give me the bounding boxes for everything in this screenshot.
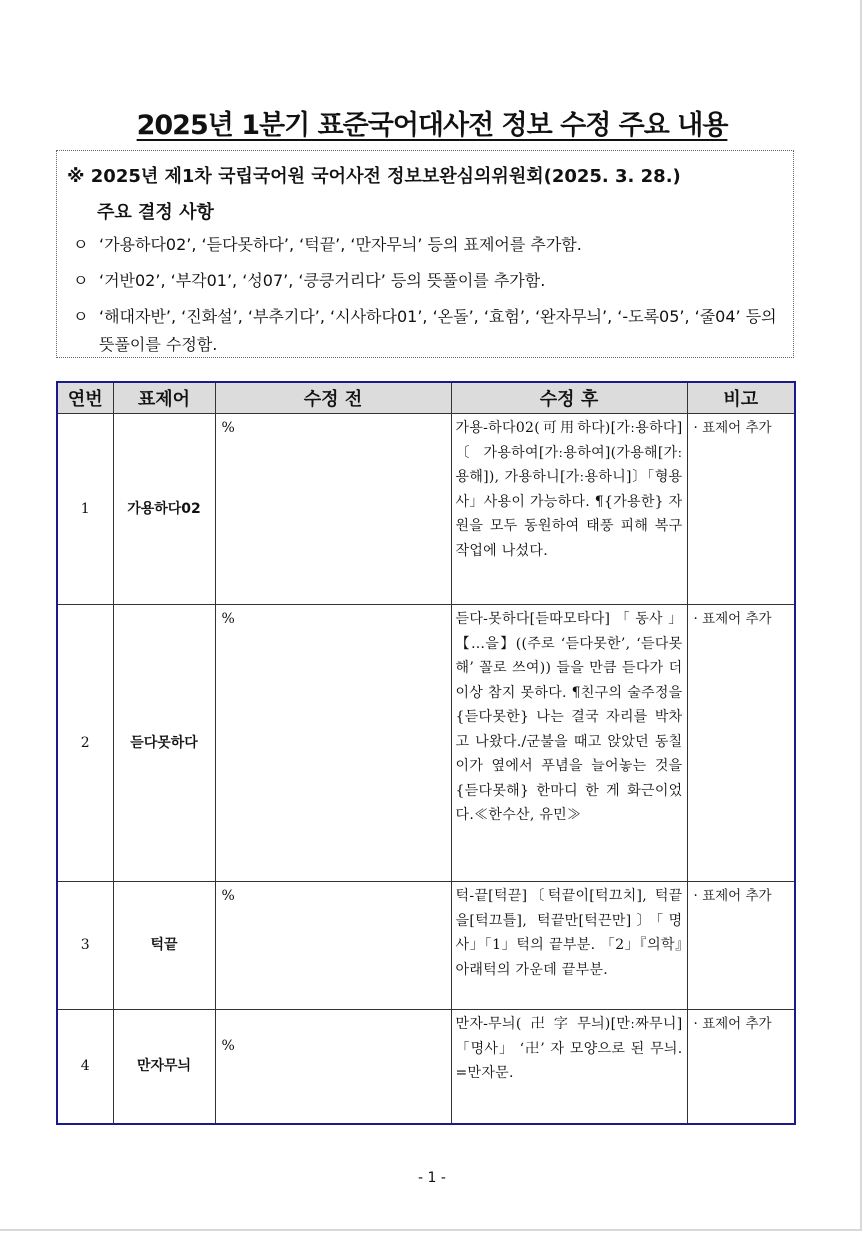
- summary-item: [69, 267, 784, 295]
- row-headword: 가용하다02: [113, 414, 215, 605]
- document-title-text: 2025년 1분기 표준국어대사전 정보 수정 주요 내용: [136, 110, 728, 141]
- row-after: 가용-하다02(可用하다)[가ː용하다]〔가용하여[가ː용하여](가용해[가ː용해]), 가용하니[가ː용하니]〕「형용사」사용이 가능하다. ¶{가용한} 자원을 모두 동원하여 태풍 피해 복구 작업에 나섰다.: [451, 414, 687, 605]
- row-note: · 표제어 추가: [687, 1010, 795, 1124]
- summary-heading-line1: ※ 2025년 제1차 국립국어원 국어사전 정보보완심의위원회(2025. 3. 28.): [67, 166, 681, 187]
- header-number: 연번: [57, 382, 113, 414]
- row-number: 1: [57, 414, 113, 605]
- summary-item-text: ‘해대자반’, ‘진화설’, ‘부추기다’, ‘시사하다01’, ‘온돌’, ‘효험’, ‘완자무늬’, ‘-도록05’, ‘줄04’ 등의 뜻풀이를 수정함.: [99, 307, 777, 354]
- row-before: %: [215, 605, 451, 882]
- bullet-circle-icon: ㅇ: [73, 307, 89, 326]
- row-note: · 표제어 추가: [687, 605, 795, 882]
- row-number: 4: [57, 1010, 113, 1124]
- header-note: 비고: [687, 382, 795, 414]
- row-before: %: [215, 882, 451, 1010]
- bullet-circle-icon: ㅇ: [73, 235, 89, 254]
- row-note: · 표제어 추가: [687, 414, 795, 605]
- row-after: 만자-무늬(卍字무늬)[만ː짜무니]「명사」 ‘卍’ 자 모양으로 된 무늬. =만자문.: [451, 1010, 687, 1124]
- table-row: [57, 605, 795, 882]
- row-number: 3: [57, 882, 113, 1010]
- table-row: [57, 882, 795, 1010]
- row-after: 턱-끝[턱끋]〔턱끝이[턱끄치], 턱끝을[턱끄틀], 턱끝만[턱끈만]〕「명사」「1」턱의 끝부분. 「2」『의학』아래턱의 가운데 끝부분.: [451, 882, 687, 1010]
- row-headword: 턱끝: [113, 882, 215, 1010]
- table-header-row: [57, 382, 795, 414]
- table-row: [57, 1010, 795, 1124]
- row-number: 2: [57, 605, 113, 882]
- row-note: · 표제어 추가: [687, 882, 795, 1010]
- page-number: - 1 -: [418, 1170, 446, 1186]
- summary-item-text: ‘거반02’, ‘부각01’, ‘성07’, ‘킁킁거리다’ 등의 뜻풀이를 추가함.: [99, 271, 546, 290]
- summary-box: [56, 150, 794, 358]
- header-headword: 표제어: [113, 382, 215, 414]
- row-before: %: [215, 414, 451, 605]
- revision-table: [56, 381, 796, 1125]
- row-headword: 만자무늬: [113, 1010, 215, 1124]
- header-before: 수정 전: [215, 382, 451, 414]
- summary-item: [69, 231, 784, 259]
- row-after: 듣다-못하다[듣따모타다]「동사」【…을】((주로 ‘듣다못한’, ‘듣다못해’ 꼴로 쓰여)) 들을 만큼 듣다가 더 이상 참지 못하다. ¶친구의 술주정을 {듣다못한} 나는 결국 자리를 박차고 나왔다./군불을 때고 앉았던 동칠이가 옆에서 푸념을 늘어놓는 것을 {듣다못해} 한마디 한 게 화근이었다.≪한수산, 유민≫: [451, 605, 687, 882]
- summary-list: [69, 231, 784, 367]
- summary-heading-line2: 주요 결정 사항: [97, 202, 214, 223]
- document-title: [0, 103, 864, 142]
- summary-heading: [67, 159, 787, 231]
- bullet-circle-icon: ㅇ: [73, 271, 89, 290]
- summary-item-text: ‘가용하다02’, ‘듣다못하다’, ‘턱끝’, ‘만자무늬’ 등의 표제어를 추가함.: [99, 235, 582, 254]
- row-before: %: [215, 1010, 451, 1124]
- summary-item: [69, 303, 784, 359]
- header-after: 수정 후: [451, 382, 687, 414]
- row-headword: 듣다못하다: [113, 605, 215, 882]
- table-row: [57, 414, 795, 605]
